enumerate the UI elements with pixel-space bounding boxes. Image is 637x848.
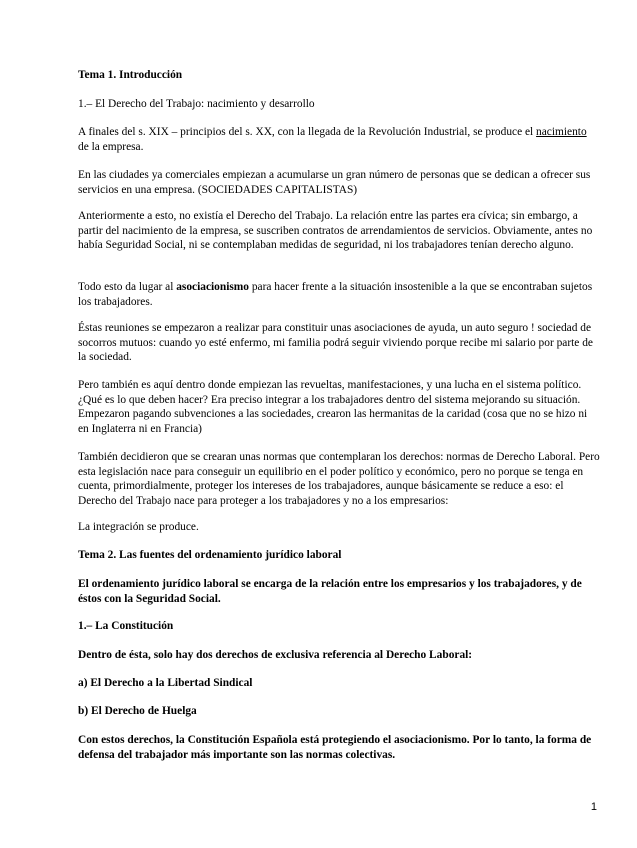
page-number: 1: [590, 801, 597, 813]
list-item-b: b) El Derecho de Huelga: [78, 705, 197, 717]
paragraph-6: Pero también es aquí dentro donde empiezan las revueltas, manifestaciones, y una lucha en el sistema político. ¿Qué es lo que deben hacer? Era preciso integrar a los trabajadores dentro del sistema mejorando su situación. Empezaron pagando subvenciones a las sociedades, crearon las hermanitas de la caridad (cosa que no se hizo ni en Inglaterra ni en Francia): [78, 379, 588, 435]
paragraph-4: [78, 280, 600, 309]
paragraph-1-after: de la empresa.: [78, 140, 144, 153]
paragraph-4-after: para hacer frente a la situación insostenible a la que se encontraban sujetos los trabajadores.: [78, 281, 593, 308]
paragraph-9: El ordenamiento jurídico laboral se encarga de la relación entre los empresarios y los trabajadores, y de éstos con la Seguridad Social.: [78, 578, 582, 605]
paragraph-5: Éstas reuniones se empezaron a realizar para constituir unas asociaciones de ayuda, un auto seguro ! sociedad de socorros mutuos: cuando yo esté enfermo, mi familia podrá seguir viviendo porque recibe mi salario por parte de la sociedad.: [78, 322, 593, 364]
paragraph-10: Dentro de ésta, solo hay dos derechos de exclusiva referencia al Derecho Laboral:: [78, 649, 473, 661]
page-title: Tema 1. Introducción: [78, 69, 183, 81]
paragraph-3: Anteriormente a esto, no existía el Derecho del Trabajo. La relación entre las partes era cívica; sin embargo, a partir del nacimiento de la empresa, se suscriben contratos de arrendamientos de servicios. Obviamente, antes no había Seguridad Social, ni se contemplaban medidas de seguridad, ni los trabajadores tenían derecho alguno.: [78, 210, 593, 252]
paragraph-2: En las ciudades ya comerciales empiezan a acumularse un gran número de personas que se dedican a ofrecer sus servicios en una empresa. (SOCIEDADES CAPITALISTAS): [78, 169, 591, 196]
paragraph-1: [78, 125, 600, 154]
list-item-a: a) El Derecho a la Libertad Sindical: [78, 677, 253, 689]
section-heading-1: 1.– El Derecho del Trabajo: nacimiento y desarrollo: [78, 98, 315, 110]
paragraph-4-before: Todo esto da lugar al: [78, 281, 177, 293]
paragraph-8: La integración se produce.: [78, 521, 199, 533]
paragraph-4-bold: asociacionismo: [176, 281, 249, 293]
paragraph-1-underlined: nacimiento: [536, 126, 587, 138]
paragraph-1-before: A finales del s. XIX – principios del s. XX, con la llegada de la Revolución Industrial, se produce el: [78, 126, 537, 138]
section-heading-2: 1.– La Constitución: [78, 620, 174, 632]
paragraph-11: Con estos derechos, la Constitución Española está protegiendo el asociacionismo. Por lo tanto, la forma de defensa del trabajador más importante son las normas colectivas.: [78, 734, 592, 761]
section-title-2: Tema 2. Las fuentes del ordenamiento jurídico laboral: [78, 549, 342, 561]
paragraph-7: También decidieron que se crearan unas normas que contemplaran los derechos: normas de Derecho Laboral. Pero esta legislación nace para conseguir un equilibrio en el poder político y económico, pero no porque se tenga en cuenta, primordialmente, proteger los intereses de los trabajadores, aunque básicamente se reduce a eso: el Derecho del Trabajo nace para proteger a los trabajadores y no a los empresarios:: [78, 451, 600, 507]
